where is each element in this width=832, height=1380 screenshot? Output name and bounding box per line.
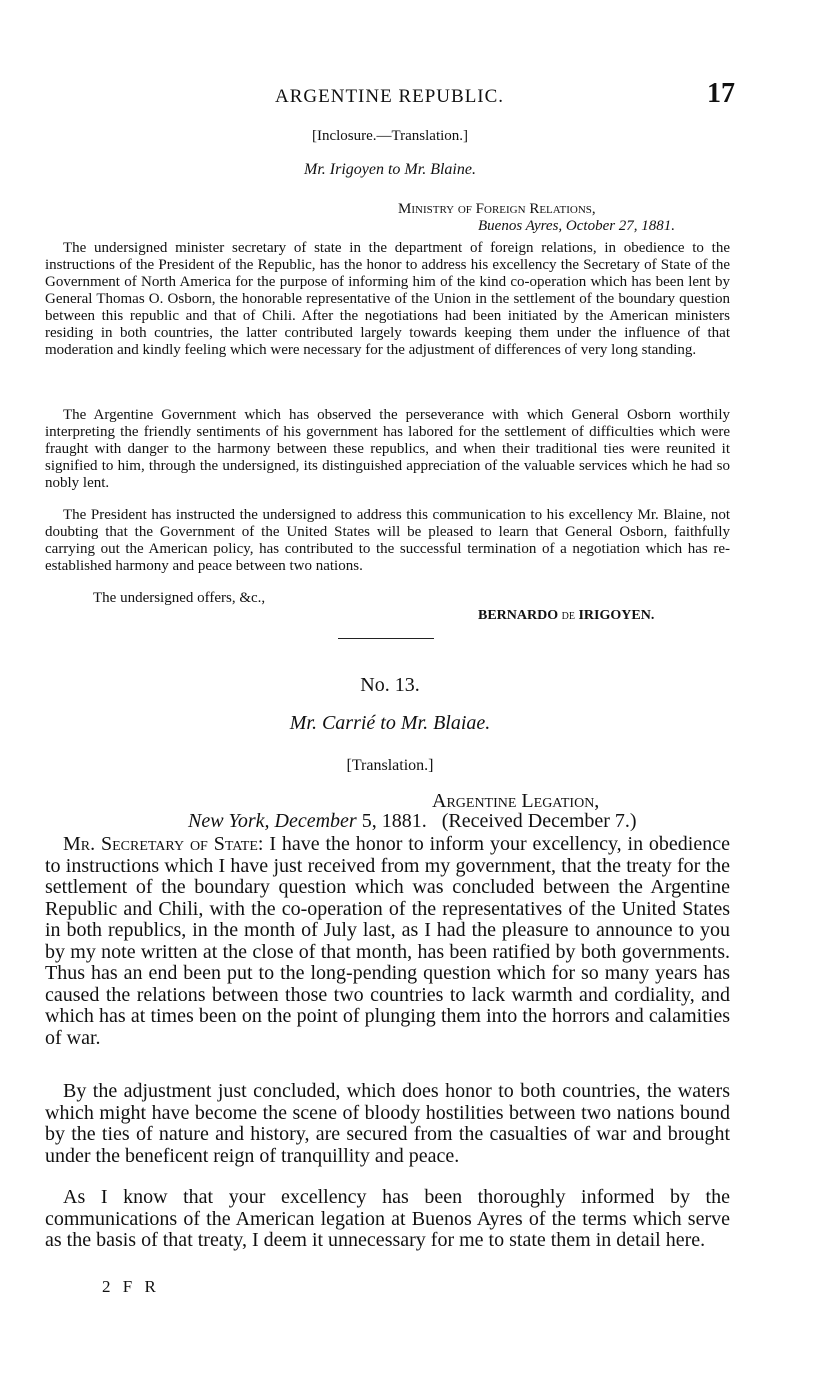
section-divider: [338, 638, 434, 639]
running-title: ARGENTINE REPUBLIC.: [275, 86, 505, 107]
letter1-title: Mr. Irigoyen to Mr. Blaine.: [304, 161, 476, 178]
letter2-dateline: [188, 810, 637, 833]
letter1-paragraph: The President has instructed the undersigned to address this communication to his excellency Mr. Blaine, not doubting that the Government of the United States will be pleased to learn that General Osborn, faithfully carrying out the American policy, has contributed to the successful termination of a negotiation which has re-established harmony and peace between two nations.: [45, 507, 730, 574]
letter2-title: Mr. Carrié to Mr. Blaiae.: [289, 712, 491, 734]
received-note: (Received December 7.): [441, 810, 637, 832]
letter1-dateline: Buenos Ayres, October 27, 1881.: [478, 218, 676, 234]
letter1-closing: The undersigned offers, &c.,: [93, 590, 266, 606]
letter2-paragraph-text: : I have the honor to inform your excellency, in obedience to instructions which I have just received from my government, that the treaty for the settlement of the boundary question which was concluded between the Argentine Republic and Chili, with the co-operation of the representatives of the United States in both republics, in the month of July last, as I had the pleasure to announce to you by my note written at the close of that month, has been ratified by both governments. Thus has an end been put to the long-pending question which for so many years has caused the relations between those two countries to lack warmth and cordiality, and which has at times been on the point of plunging them into the horrors and calamities of war.: [45, 833, 730, 1049]
dateline-city: New York, December: [188, 810, 357, 832]
inclosure-label: [Inclosure.—Translation.]: [311, 128, 469, 144]
signature-surname: IRIGOYEN.: [578, 608, 655, 623]
signature-mark: 2 F R: [102, 1277, 160, 1296]
page-number: 17: [707, 78, 735, 109]
letter2-paragraph: As I know that your excellency has been thoroughly informed by the communications of the American legation at Buenos Ayres of the terms which serve as the basis of that treaty, I deem it unnecessary for me to state them in detail here.: [45, 1186, 730, 1251]
dateline-year: 5, 1881.: [361, 810, 427, 832]
translation-label: [Translation.]: [346, 757, 434, 774]
salutation: Mr. Secretary of State: [63, 833, 258, 855]
letter2-place: Argentine Legation,: [432, 790, 600, 812]
letter1-paragraph: The Argentine Government which has observed the perseverance with which General Osborn worthily interpreting the friendly sentiments of his government has labored for the settlement of difficulties which were fraught with danger to the harmony between these republics, and when their traditional ties were reunited it signified to him, through the undersigned, its distinguished appreciation of the valuable services which he had so nobly lent.: [45, 407, 730, 491]
letter2-paragraph: [45, 834, 730, 1049]
letter1-signature: [478, 608, 654, 624]
signature-particle: de: [561, 608, 575, 623]
signature-first-name: BERNARDO: [478, 608, 559, 623]
letter1-paragraph: The undersigned minister secretary of state in the department of foreign relations, in obedience to the instructions of the President of the Republic, has the honor to address his excellency the Secretary of State of the Government of North America for the purpose of informing him of the kind co-operation which has been lent by General Thomas O. Osborn, the honorable representative of the Union in the settlement of the boundary question between this republic and that of Chili. After the negotiations had been initiated by the American ministers residing in both countries, the latter contributed largely towards keeping them under the influence of that moderation and kindly feeling which were necessary for the adjustment of differences of very long standing.: [45, 240, 730, 358]
page-header: [45, 78, 735, 114]
letter2-paragraph: By the adjustment just concluded, which does honor to both countries, the waters which might have become the scene of bloody hostilities between two nations bound by the ties of nature and history, are secured from the casualties of war and brought under the beneficent reign of tranquillity and peace.: [45, 1080, 730, 1167]
letter1-place: Ministry of Foreign Relations,: [398, 201, 596, 217]
document-number: No. 13.: [360, 674, 420, 696]
